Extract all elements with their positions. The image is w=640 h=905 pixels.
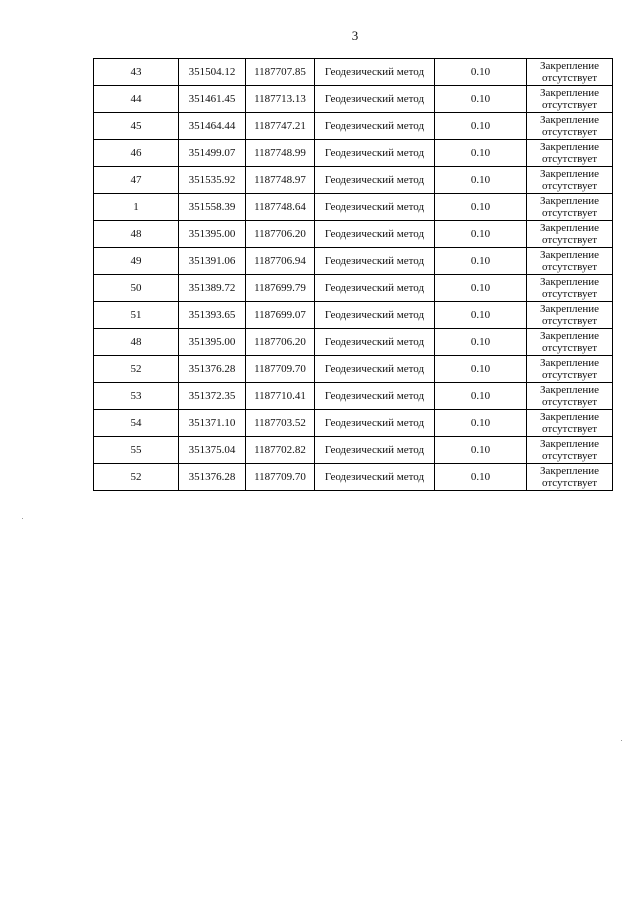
accuracy-cell: 0.10 [435,329,527,356]
table-row [94,194,613,221]
fixation-cell [527,59,613,86]
y-coordinate-cell: 1187748.64 [246,194,315,221]
fixation-text: Закрепление [539,330,600,342]
fixation-cell [527,86,613,113]
fixation-text: Закрепление [539,114,600,126]
accuracy-cell: 0.10 [435,113,527,140]
page-number: 3 [351,28,359,43]
accuracy-cell: 0.10 [435,59,527,86]
fixation-text: Закрепление [539,60,600,72]
fixation-cell [527,248,613,275]
accuracy-cell: 0.10 [435,86,527,113]
fixation-text: Закрепление [539,357,600,369]
table-row [94,356,613,383]
y-coordinate-cell: 1187710.41 [246,383,315,410]
y-coordinate-cell: 1187748.99 [246,140,315,167]
accuracy-cell: 0.10 [435,437,527,464]
accuracy-cell: 0.10 [435,248,527,275]
point-number-cell: 47 [94,167,179,194]
table-row [94,383,613,410]
method-cell: Геодезический метод [315,113,435,140]
table-row [94,464,613,491]
accuracy-cell: 0.10 [435,275,527,302]
method-cell: Геодезический метод [315,59,435,86]
point-number-cell: 45 [94,113,179,140]
x-coordinate-cell: 351376.28 [179,464,246,491]
method-cell: Геодезический метод [315,356,435,383]
point-number-cell: 51 [94,302,179,329]
y-coordinate-cell: 1187699.07 [246,302,315,329]
point-number-cell: 52 [94,356,179,383]
point-number-cell: 44 [94,86,179,113]
x-coordinate-cell: 351558.39 [179,194,246,221]
table-row [94,437,613,464]
point-number-cell: 49 [94,248,179,275]
fixation-text: Закрепление [539,195,600,207]
method-cell: Геодезический метод [315,86,435,113]
fixation-cell [527,464,613,491]
method-cell: Геодезический метод [315,194,435,221]
method-cell: Геодезический метод [315,302,435,329]
method-cell: Геодезический метод [315,410,435,437]
x-coordinate-cell: 351391.06 [179,248,246,275]
fixation-text: Закрепление [539,222,600,234]
point-number-cell: 48 [94,221,179,248]
method-cell: Геодезический метод [315,464,435,491]
y-coordinate-cell: 1187706.94 [246,248,315,275]
fixation-text: отсутствует [541,423,598,435]
y-coordinate-cell: 1187709.70 [246,356,315,383]
method-cell: Геодезический метод [315,329,435,356]
fixation-text: Закрепление [539,384,600,396]
accuracy-cell: 0.10 [435,464,527,491]
fixation-cell [527,437,613,464]
accuracy-cell: 0.10 [435,302,527,329]
fixation-text: отсутствует [541,207,598,219]
y-coordinate-cell: 1187706.20 [246,329,315,356]
point-number-cell: 53 [94,383,179,410]
fixation-text: Закрепление [539,87,600,99]
y-coordinate-cell: 1187702.82 [246,437,315,464]
accuracy-cell: 0.10 [435,167,527,194]
fixation-text: отсутствует [541,315,598,327]
fixation-cell [527,329,613,356]
y-coordinate-cell: 1187703.52 [246,410,315,437]
fixation-cell [527,140,613,167]
accuracy-cell: 0.10 [435,383,527,410]
fixation-text: отсутствует [541,369,598,381]
fixation-cell [527,113,613,140]
y-coordinate-cell: 1187748.97 [246,167,315,194]
table-row [94,167,613,194]
fixation-text: отсутствует [541,99,598,111]
x-coordinate-cell: 351535.92 [179,167,246,194]
scan-speck [22,518,23,519]
fixation-text: отсутствует [541,234,598,246]
table-row [94,329,613,356]
x-coordinate-cell: 351504.12 [179,59,246,86]
fixation-text: Закрепление [539,303,600,315]
method-cell: Геодезический метод [315,140,435,167]
table-row [94,221,613,248]
y-coordinate-cell: 1187713.13 [246,86,315,113]
method-cell: Геодезический метод [315,221,435,248]
fixation-cell [527,167,613,194]
y-coordinate-cell: 1187709.70 [246,464,315,491]
table-row [94,410,613,437]
fixation-text: Закрепление [539,411,600,423]
y-coordinate-cell: 1187699.79 [246,275,315,302]
x-coordinate-cell: 351461.45 [179,86,246,113]
fixation-text: отсутствует [541,72,598,84]
fixation-text: отсутствует [541,288,598,300]
scan-speck [621,740,622,741]
fixation-text: Закрепление [539,141,600,153]
table-row [94,302,613,329]
accuracy-cell: 0.10 [435,140,527,167]
point-number-cell: 1 [94,194,179,221]
fixation-text: Закрепление [539,168,600,180]
y-coordinate-cell: 1187747.21 [246,113,315,140]
x-coordinate-cell: 351372.35 [179,383,246,410]
fixation-text: Закрепление [539,465,600,477]
fixation-cell [527,383,613,410]
x-coordinate-cell: 351389.72 [179,275,246,302]
fixation-text: отсутствует [541,450,598,462]
table-row [94,248,613,275]
x-coordinate-cell: 351375.04 [179,437,246,464]
method-cell: Геодезический метод [315,248,435,275]
y-coordinate-cell: 1187707.85 [246,59,315,86]
fixation-cell [527,356,613,383]
fixation-cell [527,302,613,329]
table-body [94,59,613,491]
fixation-text: отсутствует [541,153,598,165]
x-coordinate-cell: 351499.07 [179,140,246,167]
point-number-cell: 52 [94,464,179,491]
table-row [94,113,613,140]
method-cell: Геодезический метод [315,383,435,410]
accuracy-cell: 0.10 [435,221,527,248]
fixation-text: Закрепление [539,249,600,261]
point-number-cell: 46 [94,140,179,167]
method-cell: Геодезический метод [315,167,435,194]
fixation-text: отсутствует [541,477,598,489]
table-row [94,59,613,86]
x-coordinate-cell: 351371.10 [179,410,246,437]
accuracy-cell: 0.10 [435,356,527,383]
fixation-text: Закрепление [539,438,600,450]
coordinates-table [93,58,613,491]
point-number-cell: 50 [94,275,179,302]
x-coordinate-cell: 351395.00 [179,221,246,248]
x-coordinate-cell: 351376.28 [179,356,246,383]
x-coordinate-cell: 351464.44 [179,113,246,140]
accuracy-cell: 0.10 [435,194,527,221]
fixation-cell [527,194,613,221]
fixation-text: отсутствует [541,126,598,138]
fixation-text: Закрепление [539,276,600,288]
table-row [94,275,613,302]
method-cell: Геодезический метод [315,275,435,302]
fixation-text: отсутствует [541,261,598,273]
table-row [94,86,613,113]
fixation-cell [527,410,613,437]
fixation-text: отсутствует [541,342,598,354]
fixation-text: отсутствует [541,180,598,192]
point-number-cell: 54 [94,410,179,437]
table-row [94,140,613,167]
point-number-cell: 55 [94,437,179,464]
point-number-cell: 48 [94,329,179,356]
fixation-cell [527,221,613,248]
fixation-cell [527,275,613,302]
x-coordinate-cell: 351395.00 [179,329,246,356]
method-cell: Геодезический метод [315,437,435,464]
fixation-text: отсутствует [541,396,598,408]
accuracy-cell: 0.10 [435,410,527,437]
x-coordinate-cell: 351393.65 [179,302,246,329]
y-coordinate-cell: 1187706.20 [246,221,315,248]
point-number-cell: 43 [94,59,179,86]
